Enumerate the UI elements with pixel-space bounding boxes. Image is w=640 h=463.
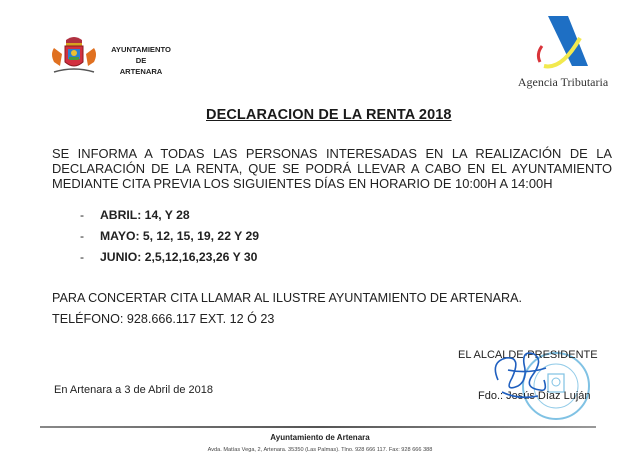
date-list-item <box>80 208 190 222</box>
bullet-dash: - <box>80 208 85 222</box>
date-list-item <box>80 229 259 243</box>
signer-name: Fdo.: Jesús Díaz Luján <box>478 390 591 402</box>
footer-address: Avda. Matías Vega, 2, Artenara. 35350 (Las Palmas). Tlno. 928 666 117. Fax: 928 666 388 <box>207 447 433 453</box>
footer-divider <box>40 426 596 428</box>
date-text: ABRIL: 14, Y 28 <box>100 208 190 222</box>
intro-line: DECLARACIÓN DE LA RENTA, QUE SE PODRÁ LLEVAR A CABO EN EL AYUNTAMIENTO <box>52 161 612 176</box>
coat-of-arms-icon <box>46 34 102 78</box>
document-title: DECLARACION DE LA RENTA 2018 <box>206 107 452 123</box>
agencia-tributaria-label: Agencia Tributaria <box>517 75 609 89</box>
date-list-item <box>80 250 257 264</box>
intro-line: MEDIANTE CITA PREVIA LOS SIGUIENTES DÍAS EN HORARIO DE 10:00H A 14:00H <box>52 176 553 191</box>
contact-instructions: PARA CONCERTAR CITA LLAMAR AL ILUSTRE AYUNTAMIENTO DE ARTENARA. <box>52 291 523 305</box>
municipality-name-line2: ARTENARA <box>119 67 163 76</box>
date-text: JUNIO: 2,5,12,16,23,26 Y 30 <box>100 250 258 264</box>
bullet-dash: - <box>80 229 85 243</box>
date-text: MAYO: 5, 12, 15, 19, 22 Y 29 <box>100 229 259 243</box>
footer-organization-name: Ayuntamiento de Artenara <box>270 433 370 442</box>
place-and-date: En Artenara a 3 de Abril de 2018 <box>54 384 214 396</box>
handwritten-signature-icon <box>488 340 568 410</box>
municipality-name <box>106 44 176 77</box>
intro-paragraph <box>52 146 612 191</box>
bullet-dash: - <box>80 250 85 264</box>
signer-role: EL ALCALDE-PRESIDENTE <box>458 349 598 361</box>
intro-line: SE INFORMA A TODAS LAS PERSONAS INTERESADAS EN LA REALIZACIÓN DE LA <box>52 146 612 161</box>
contact-phone: TELÉFONO: 928.666.117 EXT. 12 Ó 23 <box>52 312 275 326</box>
municipality-name-line1: AYUNTAMIENTO DE <box>111 45 171 65</box>
